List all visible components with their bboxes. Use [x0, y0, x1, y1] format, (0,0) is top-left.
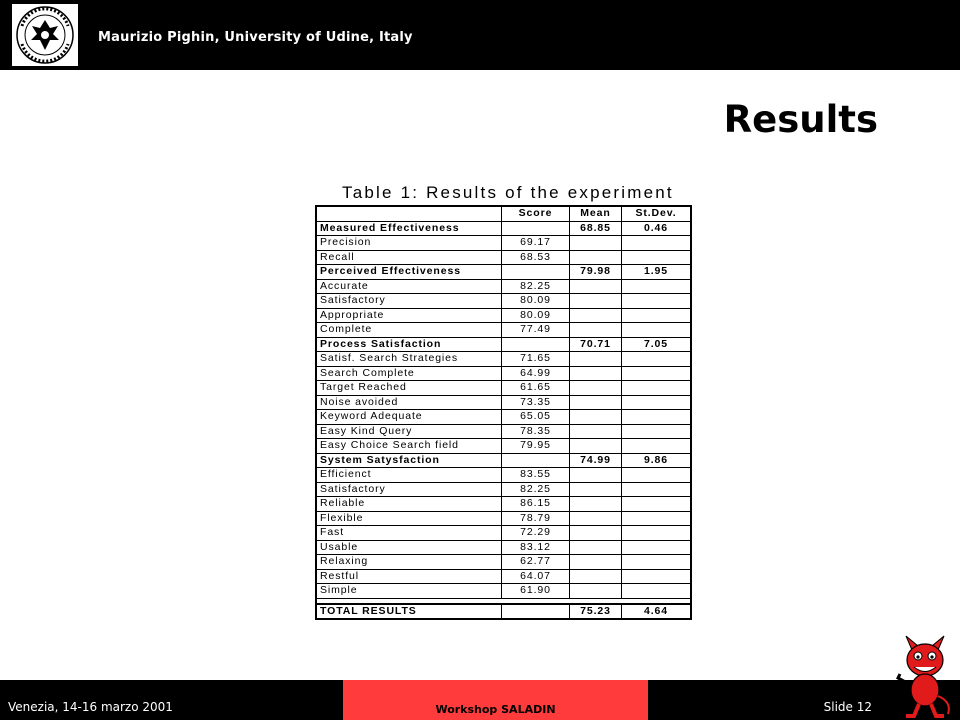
row-stdev [622, 555, 692, 570]
row-label: Appropriate [316, 308, 502, 323]
results-table [315, 205, 692, 620]
table-header-row [316, 206, 691, 221]
row-mean [570, 569, 622, 584]
row-stdev [622, 352, 692, 367]
row-label: Simple [316, 584, 502, 599]
results-table-body [316, 206, 691, 619]
table-row [316, 468, 691, 483]
header-bar [0, 0, 960, 70]
table-row [316, 294, 691, 309]
row-score: 68.53 [502, 250, 570, 265]
row-mean: 68.85 [570, 221, 622, 236]
row-label: Usable [316, 540, 502, 555]
row-mean [570, 366, 622, 381]
row-stdev [622, 308, 692, 323]
row-stdev [622, 569, 692, 584]
row-stdev [622, 250, 692, 265]
row-label: Perceived Effectiveness [316, 265, 502, 280]
row-label: Satisf. Search Strategies [316, 352, 502, 367]
row-score [502, 265, 570, 280]
table-row [316, 381, 691, 396]
row-stdev: 7.05 [622, 337, 692, 352]
header-score: Score [502, 206, 570, 221]
table-row [316, 482, 691, 497]
row-score: 78.35 [502, 424, 570, 439]
row-stdev [622, 236, 692, 251]
table-row [316, 366, 691, 381]
row-label: Easy Choice Search field [316, 439, 502, 454]
table-row [316, 236, 691, 251]
row-mean: 70.71 [570, 337, 622, 352]
row-label: Restful [316, 569, 502, 584]
row-label: Reliable [316, 497, 502, 512]
row-stdev [622, 381, 692, 396]
row-stdev [622, 366, 692, 381]
row-score: 82.25 [502, 279, 570, 294]
table-total-row [316, 604, 691, 620]
row-mean [570, 555, 622, 570]
row-stdev [622, 410, 692, 425]
row-mean [570, 511, 622, 526]
row-score: 62.77 [502, 555, 570, 570]
row-stdev [622, 584, 692, 599]
row-score: 80.09 [502, 308, 570, 323]
row-stdev [622, 279, 692, 294]
table-row [316, 555, 691, 570]
table-row [316, 410, 691, 425]
header-label-cell [316, 206, 502, 221]
author-label: Maurizio Pighin, University of Udine, Italy [98, 30, 413, 45]
red-devil-mascot-icon [892, 630, 958, 718]
footer-workshop: Workshop SALADIN [435, 703, 556, 716]
row-mean [570, 294, 622, 309]
row-stdev [622, 424, 692, 439]
row-label: Relaxing [316, 555, 502, 570]
table-row [316, 352, 691, 367]
table-row [316, 265, 691, 280]
row-score: 64.07 [502, 569, 570, 584]
row-stdev [622, 540, 692, 555]
row-stdev [622, 511, 692, 526]
total-score [502, 604, 570, 620]
row-label: Recall [316, 250, 502, 265]
row-stdev [622, 323, 692, 338]
row-label: Satisfactory [316, 294, 502, 309]
row-score: 73.35 [502, 395, 570, 410]
row-label: Target Reached [316, 381, 502, 396]
row-score [502, 221, 570, 236]
row-label: System Satysfaction [316, 453, 502, 468]
table-row [316, 511, 691, 526]
row-score: 61.65 [502, 381, 570, 396]
row-score: 64.99 [502, 366, 570, 381]
row-score: 77.49 [502, 323, 570, 338]
row-score: 69.17 [502, 236, 570, 251]
table-row [316, 526, 691, 541]
row-mean [570, 236, 622, 251]
university-seal-icon [12, 4, 78, 66]
row-stdev [622, 482, 692, 497]
row-mean [570, 410, 622, 425]
row-mean [570, 279, 622, 294]
table-row [316, 308, 691, 323]
row-score: 83.12 [502, 540, 570, 555]
table-row [316, 540, 691, 555]
slide-title: Results [723, 98, 878, 141]
header-mean: Mean [570, 206, 622, 221]
row-score: 79.95 [502, 439, 570, 454]
row-score: 86.15 [502, 497, 570, 512]
row-stdev: 0.46 [622, 221, 692, 236]
row-mean [570, 323, 622, 338]
row-score [502, 337, 570, 352]
total-label: TOTAL RESULTS [316, 604, 502, 620]
row-mean [570, 352, 622, 367]
row-mean [570, 381, 622, 396]
row-label: Flexible [316, 511, 502, 526]
table-row [316, 279, 691, 294]
row-stdev [622, 468, 692, 483]
row-stdev: 9.86 [622, 453, 692, 468]
row-mean [570, 250, 622, 265]
row-label: Precision [316, 236, 502, 251]
table-row [316, 221, 691, 236]
row-label: Search Complete [316, 366, 502, 381]
row-stdev [622, 294, 692, 309]
row-mean [570, 497, 622, 512]
row-stdev [622, 497, 692, 512]
table-row [316, 395, 691, 410]
row-stdev: 1.95 [622, 265, 692, 280]
table-row [316, 323, 691, 338]
row-mean [570, 395, 622, 410]
row-mean [570, 584, 622, 599]
footer-venue: Venezia, 14-16 marzo 2001 [8, 700, 173, 714]
row-label: Satisfactory [316, 482, 502, 497]
table-row [316, 584, 691, 599]
row-mean: 79.98 [570, 265, 622, 280]
row-stdev [622, 395, 692, 410]
row-label: Efficienct [316, 468, 502, 483]
row-score: 82.25 [502, 482, 570, 497]
table-row [316, 453, 691, 468]
row-label: Measured Effectiveness [316, 221, 502, 236]
row-stdev [622, 439, 692, 454]
slide-number: Slide 12 [823, 700, 872, 714]
row-label: Process Satisfaction [316, 337, 502, 352]
row-stdev [622, 526, 692, 541]
total-stdev: 4.64 [622, 604, 692, 620]
row-mean [570, 482, 622, 497]
header-stdev: St.Dev. [622, 206, 692, 221]
row-label: Fast [316, 526, 502, 541]
row-mean [570, 526, 622, 541]
row-score: 72.29 [502, 526, 570, 541]
row-score: 61.90 [502, 584, 570, 599]
row-label: Noise avoided [316, 395, 502, 410]
row-score: 80.09 [502, 294, 570, 309]
row-mean [570, 439, 622, 454]
row-label: Accurate [316, 279, 502, 294]
table-row [316, 439, 691, 454]
row-score: 78.79 [502, 511, 570, 526]
table-row [316, 250, 691, 265]
row-label: Easy Kind Query [316, 424, 502, 439]
row-score: 71.65 [502, 352, 570, 367]
table-row [316, 497, 691, 512]
row-label: Complete [316, 323, 502, 338]
table-row [316, 569, 691, 584]
row-score: 65.05 [502, 410, 570, 425]
row-mean [570, 540, 622, 555]
row-mean [570, 424, 622, 439]
row-mean [570, 468, 622, 483]
table-row [316, 424, 691, 439]
table-caption: Table 1: Results of the experiment [342, 183, 674, 202]
row-mean: 74.99 [570, 453, 622, 468]
row-score [502, 453, 570, 468]
table-row [316, 337, 691, 352]
row-label: Keyword Adequate [316, 410, 502, 425]
row-mean [570, 308, 622, 323]
total-mean: 75.23 [570, 604, 622, 620]
row-score: 83.55 [502, 468, 570, 483]
